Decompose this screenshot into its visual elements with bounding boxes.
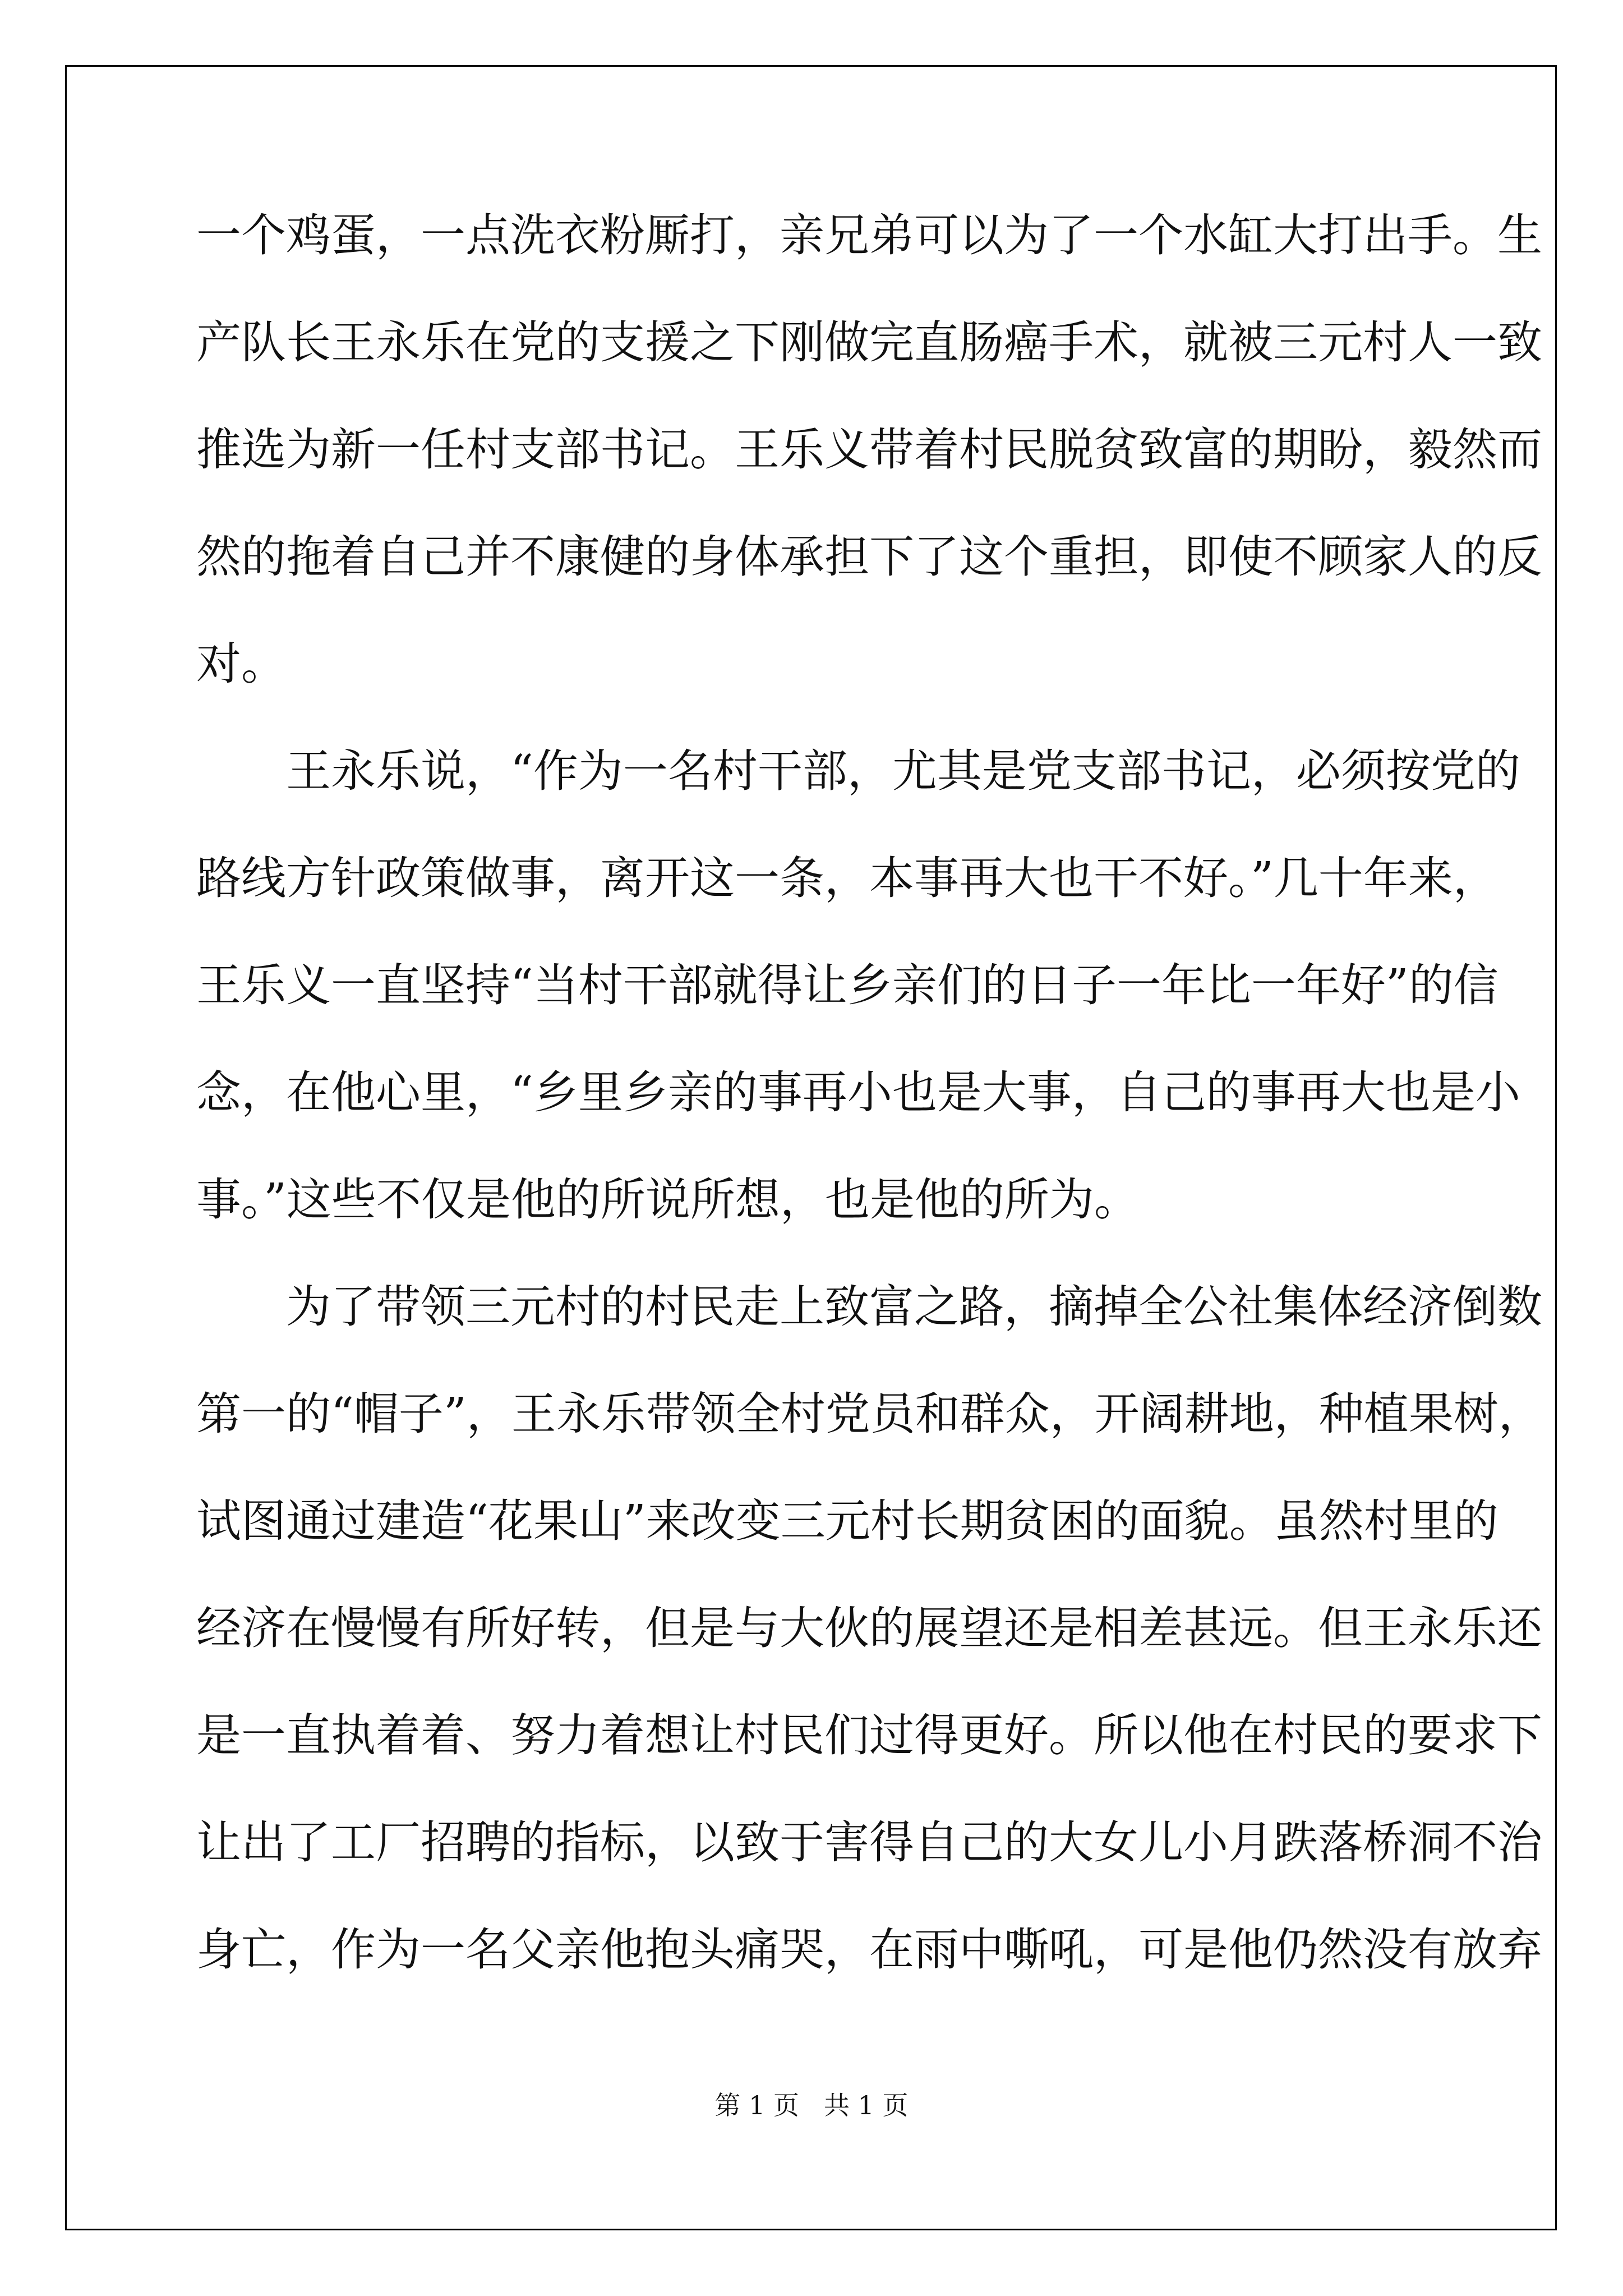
text-line-11: 为了带领三元村的村民走上致富之路，摘掉全公社集体经济倒数 [286, 1281, 1542, 1333]
text-line-13: 试图通过建造“花果山”来改变三元村长期贫困的面貌。虽然村里的 [196, 1495, 1498, 1547]
text-line-14: 经济在慢慢有所好转，但是与大伙的展望还是相差甚远。但王永乐还 [196, 1602, 1542, 1654]
page-footer [0, 2092, 1623, 2118]
text-line-8: 王乐义一直坚持“当村干部就得让乡亲们的日子一年比一年好”的信 [196, 959, 1498, 1011]
page-total-label: 共 1 页 [823, 2090, 909, 2120]
text-line-1: 一个鸡蛋，一点洗衣粉厮打，亲兄弟可以为了一个水缸大打出手。生 [196, 209, 1542, 261]
text-line-12: 第一的“帽子”，王永乐带领全村党员和群众，开阔耕地，种植果树， [196, 1388, 1543, 1440]
text-line-10: 事。”这些不仅是他的所说所想，也是他的所为。 [196, 1174, 1139, 1226]
text-line-4: 然的拖着自己并不康健的身体承担下了这个重担，即使不顾家人的反 [196, 531, 1542, 583]
text-line-6: 王永乐说，“作为一名村干部，尤其是党支部书记，必须按党的 [286, 745, 1520, 797]
text-line-15: 是一直执着着、努力着想让村民们过得更好。所以他在村民的要求下 [196, 1709, 1542, 1761]
text-line-2: 产队长王永乐在党的支援之下刚做完直肠癌手术，就被三元村人一致 [196, 316, 1542, 369]
text-line-16: 让出了工厂招聘的指标，以致于害得自己的大女儿小月跌落桥洞不治 [196, 1816, 1542, 1869]
text-line-5: 对。 [196, 638, 286, 690]
text-line-7: 路线方针政策做事，离开这一条，本事再大也干不好。”几十年来， [196, 852, 1498, 904]
page-number-label: 第 1 页 [714, 2090, 800, 2120]
text-line-3: 推选为新一任村支部书记。王乐义带着村民脱贫致富的期盼，毅然而 [196, 424, 1542, 476]
text-line-9: 念，在他心里，“乡里乡亲的事再小也是大事，自己的事再大也是小 [196, 1066, 1520, 1119]
text-line-17: 身亡，作为一名父亲他抱头痛哭，在雨中嘶吼，可是他仍然没有放弃 [196, 1924, 1542, 1976]
document-body [196, 209, 1543, 2035]
